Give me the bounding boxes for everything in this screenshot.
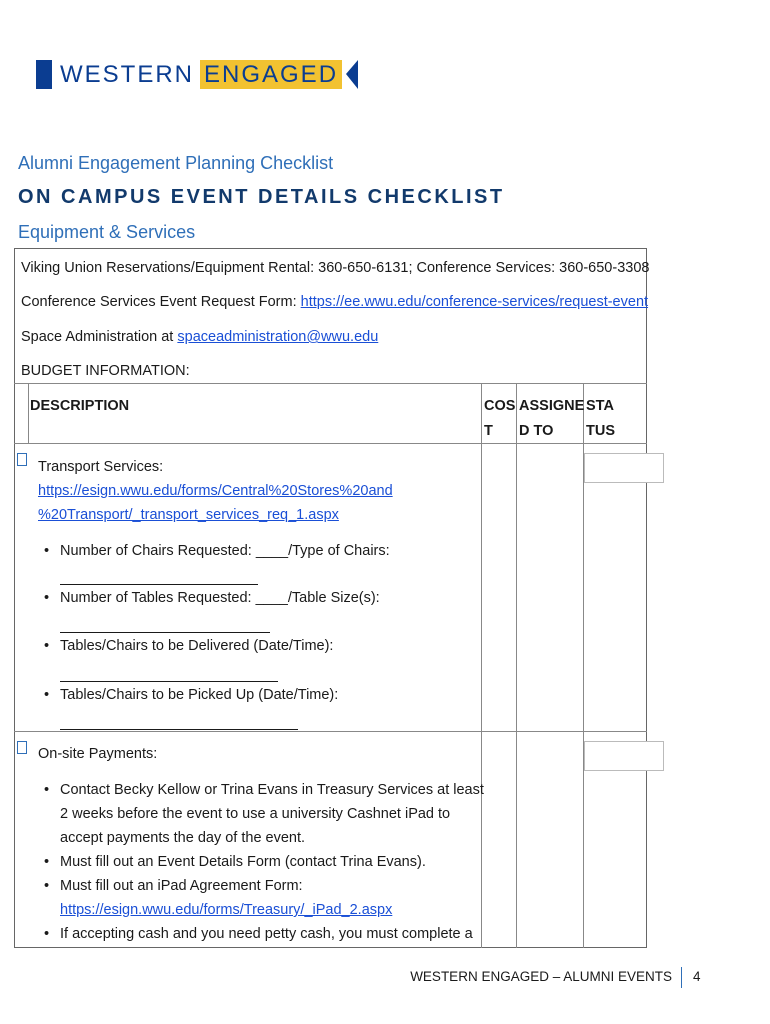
conference-form-link[interactable]: https://ee.wwu.edu/conference-services/request-event [300,294,649,310]
chairs-type-blank[interactable] [60,584,258,585]
document-subtitle: Alumni Engagement Planning Checklist [18,153,334,173]
document-title: ON CAMPUS EVENT DETAILS CHECKLIST [18,186,505,208]
treasury-contact-line1: Contact Becky Kellow or Trina Evans in Treasury Services at least [60,782,484,798]
bullet-icon: • [44,926,50,942]
treasury-contact-line3: accept payments the day of the event. [60,830,306,846]
space-admin-label: Space Administration at [21,329,178,345]
pickup-datetime-blank[interactable] [60,729,298,730]
tables-requested-item: Number of Tables Requested: ____/Table Size(s): [60,590,380,606]
header-cost-line2: T [484,423,493,439]
header-cost-line1: COS [484,398,516,414]
header-status [586,394,615,444]
header-assigned-line1: ASSIGNE [519,398,585,414]
conference-form-line [21,294,648,310]
bullet-icon: • [44,543,50,559]
header-description: DESCRIPTION [30,398,130,414]
bullet-icon: • [44,878,50,894]
footer-divider [681,967,682,988]
space-admin-line [21,329,378,345]
logo-tail [346,60,358,89]
bullet-icon: • [44,590,50,606]
header-status-line2: TUS [586,423,615,439]
page-number: 4 [693,969,701,984]
header-cost [484,394,515,444]
transport-status-field[interactable] [584,453,664,483]
space-admin-email-link[interactable]: spaceadministration@wwu.edu [177,329,379,345]
table-top-border [14,383,647,384]
payments-checkbox[interactable] [17,741,27,754]
transport-label: Transport Services: [38,459,164,475]
footer-text: WESTERN ENGAGED – ALUMNI EVENTS [410,969,672,984]
bullet-icon: • [44,854,50,870]
bullet-icon: • [44,782,50,798]
conference-form-label: Conference Services Event Request Form: [21,294,301,310]
section-heading: Equipment & Services [18,222,196,242]
delivery-datetime-item: Tables/Chairs to be Delivered (Date/Time): [60,638,334,654]
transport-checkbox[interactable] [17,453,27,466]
payments-label: On-site Payments: [38,746,158,762]
bullet-icon: • [44,687,50,703]
delivery-datetime-blank[interactable] [60,681,278,682]
payments-status-field[interactable] [584,741,664,771]
treasury-contact-line2: 2 weeks before the event to use a university Cashnet iPad to [60,806,451,822]
logo-word-engaged: ENGAGED [200,60,342,89]
ipad-agreement-item: Must fill out an iPad Agreement Form: [60,878,303,894]
transport-link-part2[interactable]: %20Transport/_transport_services_req_1.aspx [38,507,339,523]
petty-cash-item: If accepting cash and you need petty cash, you must complete a [60,926,473,942]
header-status-line1: STA [586,398,614,414]
logo-word-western: WESTERN [60,61,194,88]
row-divider [14,731,647,732]
logo [36,60,358,89]
reservations-line: Viking Union Reservations/Equipment Rental: 360-650-6131; Conference Services: 360-650-3308 [21,260,650,276]
ipad-agreement-link[interactable]: https://esign.wwu.edu/forms/Treasury/_iPad_2.aspx [60,902,393,918]
budget-info-label: BUDGET INFORMATION: [21,363,190,379]
event-details-form-item: Must fill out an Event Details Form (contact Trina Evans). [60,854,426,870]
description-left-border [28,383,29,443]
header-assigned-to [519,394,584,444]
header-assigned-line2: D TO [519,423,554,439]
pickup-datetime-item: Tables/Chairs to be Picked Up (Date/Time): [60,687,339,703]
chairs-requested-item: Number of Chairs Requested: ____/Type of Chairs: [60,543,390,559]
transport-link-part1[interactable]: https://esign.wwu.edu/forms/Central%20Stores%20and [38,483,393,499]
table-size-blank[interactable] [60,632,270,633]
logo-bar [36,60,52,89]
assigned-column-border [516,383,517,948]
bullet-icon: • [44,638,50,654]
cost-column-border [481,383,482,948]
